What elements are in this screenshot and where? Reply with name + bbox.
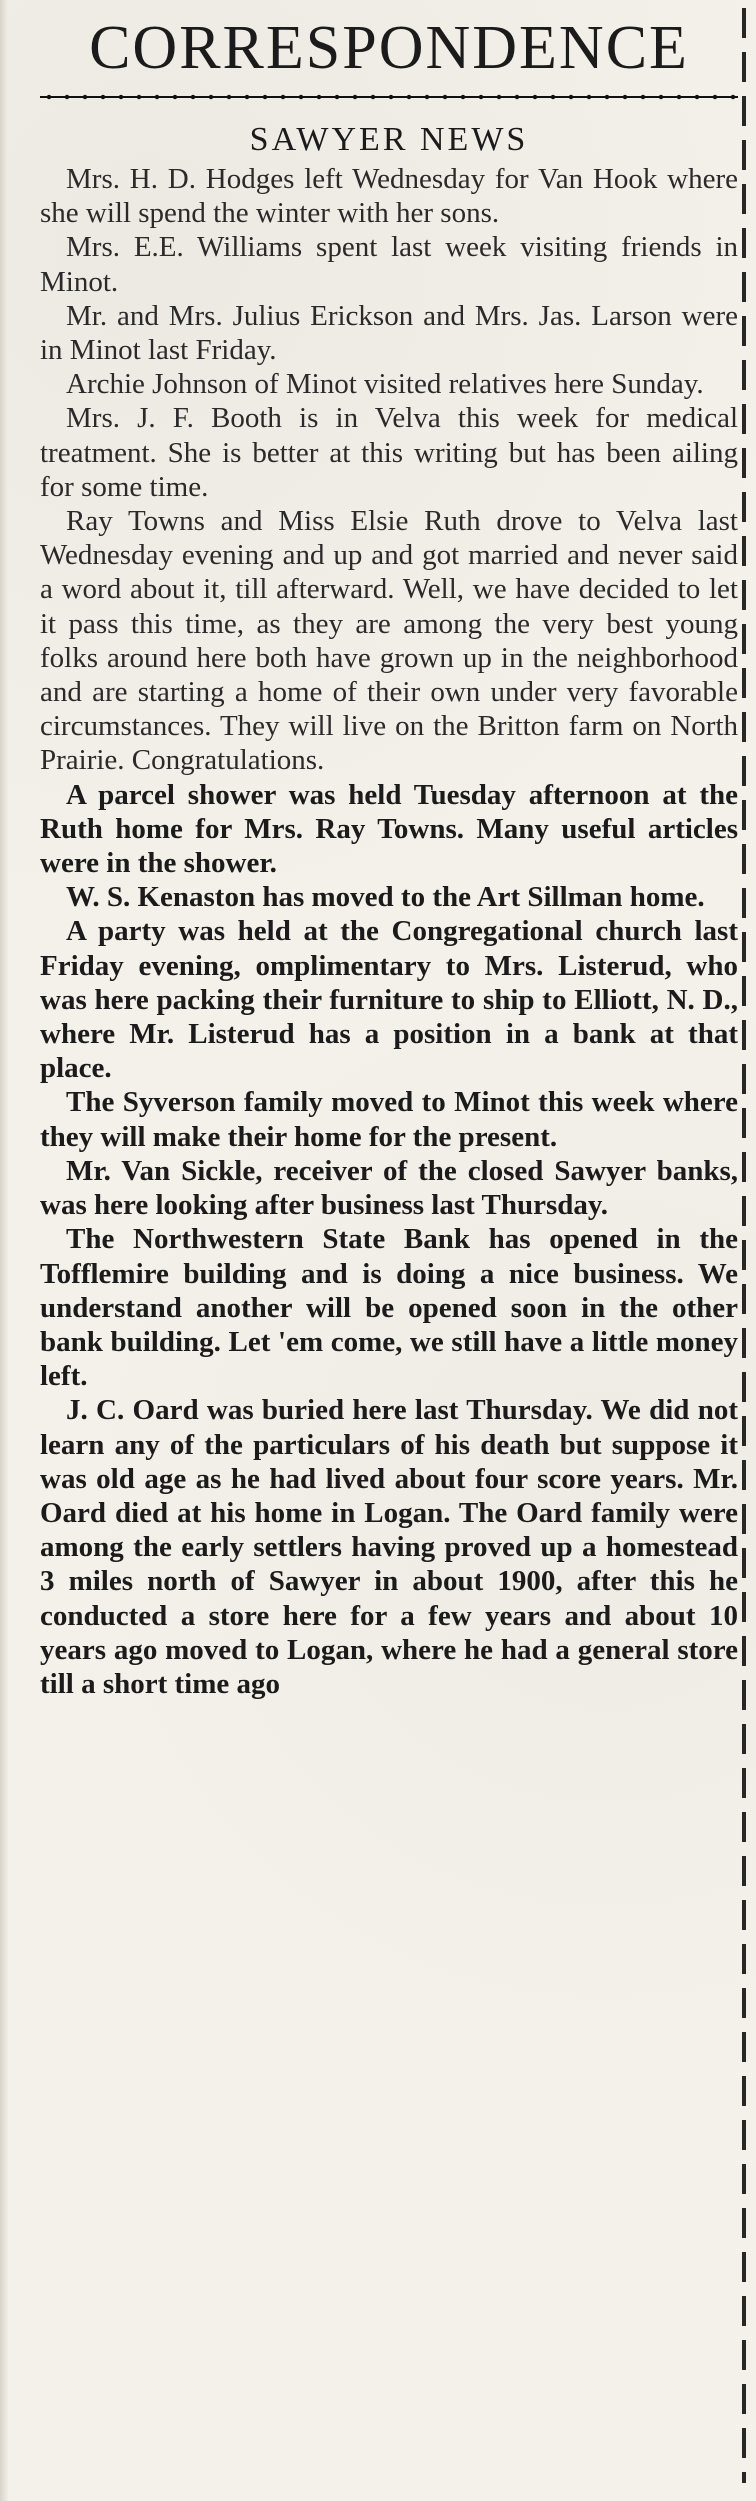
right-column-rule [742, 8, 746, 2483]
news-paragraph-12: The Northwestern State Bank has opened in the Tofflemire building and is doing a nice business. We understand another will be opened soon in the other bank building. Let 'em come, we still have a little money left. [40, 1223, 738, 1393]
news-paragraph-9: A party was held at the Congregational church last Friday evening, omplimentary to Mrs. Listerud, who was here packing their furniture to ship to Elliott, N. D., where Mr. Listerud has a position in a bank at that place. [40, 915, 738, 1085]
decorative-rule [40, 90, 738, 104]
news-paragraph-6: Ray Towns and Miss Elsie Ruth drove to Velva last Wednesday evening and up and got married and never said a word about it, till afterward. Well, we have decided to let it pass this time, as they are among the very best young folks around here both have grown up in the neighborhood and are starting a home of their own under very favorable circumstances. They will live on the Britton farm on North Prairie. Congratulations. [40, 505, 738, 777]
news-paragraph-2: Mrs. E.E. Williams spent last week visiting friends in Minot. [40, 231, 738, 298]
news-column [40, 162, 738, 1701]
news-paragraph-8: W. S. Kenaston has moved to the Art Sillman home. [66, 881, 705, 914]
news-paragraph-10: The Syverson family moved to Minot this week where they will make their home for the present. [40, 1086, 738, 1153]
news-paragraph-7: A parcel shower was held Tuesday afternoon at the Ruth home for Mrs. Ray Towns. Many useful articles were in the shower. [40, 778, 738, 880]
news-paragraph-1: Mrs. H. D. Hodges left Wednesday for Van Hook where she will spend the winter with her sons. [40, 163, 738, 230]
news-paragraph-5: Mrs. J. F. Booth is in Velva this week for medical treatment. She is better at this writing but has been ailing for some time. [40, 402, 738, 503]
news-paragraph-4: Archie Johnson of Minot visited relatives here Sunday. [66, 368, 704, 401]
page-title: CORRESPONDENCE [89, 14, 689, 82]
section-title: SAWYER NEWS [249, 121, 529, 158]
news-paragraph-11: Mr. Van Sickle, receiver of the closed Sawyer banks, was here looking after business last Thursday. [40, 1154, 738, 1222]
news-paragraph-3: Mr. and Mrs. Julius Erickson and Mrs. Jas. Larson were in Minot last Friday. [40, 299, 738, 367]
left-page-edge [0, 0, 8, 2501]
news-paragraph-13: J. C. Oard was buried here last Thursday. We did not learn any of the particulars of his death but suppose it was old age as he had lived about four score years. Mr. Oard died at his home in Logan. The Oard family were among the early settlers having proved up a homestead 3 miles north of Sawyer in about 1900, after this he conducted a store here for a few years and about 10 years ago moved to Logan, where he had a general store till a short time ago [40, 1394, 738, 1700]
